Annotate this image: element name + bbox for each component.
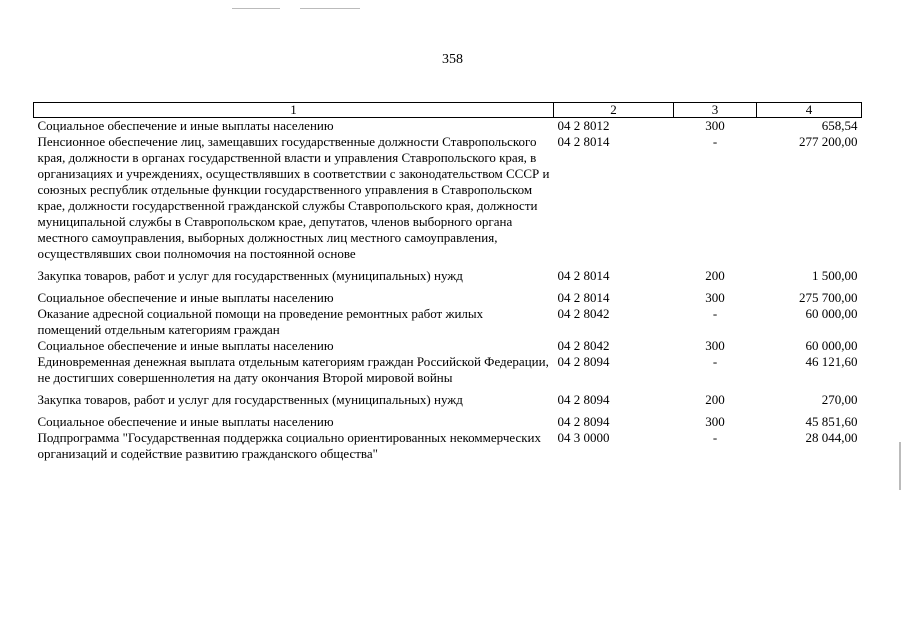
row-type: 200 (705, 392, 725, 407)
row-code: 04 2 8014 (557, 290, 610, 305)
row-name: Социальное обеспечение и иные выплаты населению (37, 118, 334, 133)
row-type: 300 (705, 414, 725, 429)
row-name: Закупка товаров, работ и услуг для государственных (муниципальных) нужд (37, 268, 463, 283)
row-code: 04 2 8014 (557, 134, 610, 149)
row-code: 04 2 8042 (557, 306, 610, 321)
table-row (34, 430, 862, 462)
table-row (34, 306, 862, 338)
row-type: 300 (705, 118, 725, 133)
row-code: 04 2 8094 (557, 414, 610, 429)
row-name: Пенсионное обеспечение лиц, замещавших государственные должности Ставропольского края, должности в органах государственной власти и управления Ставропольского края, в организациях и учреждениях, осуществлявших в соответствии с законодательством СССР и союзных республик отдельные функции государственного управления в Ставропольском крае, должности государственной гражданской службы Ставропольского края, должности муниципальной службы в Ставропольском крае, депутатов, членов выборного органа местного самоуправления, выборных должностных лиц местного самоуправления, осуществлявших свои полномочия на постоянной основе (37, 134, 550, 261)
column-header-2: 2 (554, 103, 674, 118)
row-type: 200 (705, 268, 725, 283)
row-amount: 60 000,00 (805, 338, 858, 353)
row-amount: 60 000,00 (805, 306, 858, 321)
row-amount: 1 500,00 (812, 268, 858, 283)
row-type: 300 (705, 338, 725, 353)
table-row (34, 118, 862, 135)
table-header-row (34, 103, 862, 118)
row-type: - (712, 306, 718, 321)
row-code: 04 2 8012 (557, 118, 610, 133)
scan-mark-top-left (232, 8, 280, 9)
table-row (34, 284, 862, 306)
column-header-3: 3 (674, 103, 757, 118)
row-name: Закупка товаров, работ и услуг для государственных (муниципальных) нужд (37, 392, 463, 407)
column-header-1: 1 (34, 103, 554, 118)
row-code: 04 3 0000 (557, 430, 610, 445)
row-code: 04 2 8042 (557, 338, 610, 353)
row-name: Социальное обеспечение и иные выплаты населению (37, 414, 334, 429)
row-amount: 277 200,00 (799, 134, 858, 149)
row-code: 04 2 8094 (557, 392, 610, 407)
row-amount: 45 851,60 (805, 414, 858, 429)
table-row (34, 354, 862, 386)
row-name: Социальное обеспечение и иные выплаты населению (37, 290, 334, 305)
column-header-4: 4 (757, 103, 862, 118)
table-row (34, 408, 862, 430)
scan-mark-right-edge (899, 442, 901, 490)
row-type: 300 (705, 290, 725, 305)
row-name: Подпрограмма "Государственная поддержка социально ориентированных некоммерческих организаций и содействие развитию гражданского общества" (37, 430, 541, 461)
row-type: - (712, 430, 718, 445)
row-code: 04 2 8014 (557, 268, 610, 283)
table-row (34, 134, 862, 262)
table-row (34, 386, 862, 408)
row-name: Социальное обеспечение и иные выплаты населению (37, 338, 334, 353)
budget-table (33, 102, 862, 462)
page-number: 358 (442, 52, 463, 67)
table-row (34, 338, 862, 354)
table-row (34, 262, 862, 284)
row-amount: 28 044,00 (805, 430, 858, 445)
row-code: 04 2 8094 (557, 354, 610, 369)
row-amount: 270,00 (821, 392, 858, 407)
row-amount: 46 121,60 (805, 354, 858, 369)
row-type: - (712, 354, 718, 369)
row-amount: 275 700,00 (799, 290, 858, 305)
row-name: Оказание адресной социальной помощи на проведение ремонтных работ жилых помещений отдельным категориям граждан (37, 306, 484, 337)
row-name: Единовременная денежная выплата отдельным категориям граждан Российской Федерации, не достигших совершеннолетия на дату окончания Второй мировой войны (37, 354, 549, 385)
scan-mark-top-right (300, 8, 360, 9)
row-type: - (712, 134, 718, 149)
row-amount: 658,54 (821, 118, 858, 133)
